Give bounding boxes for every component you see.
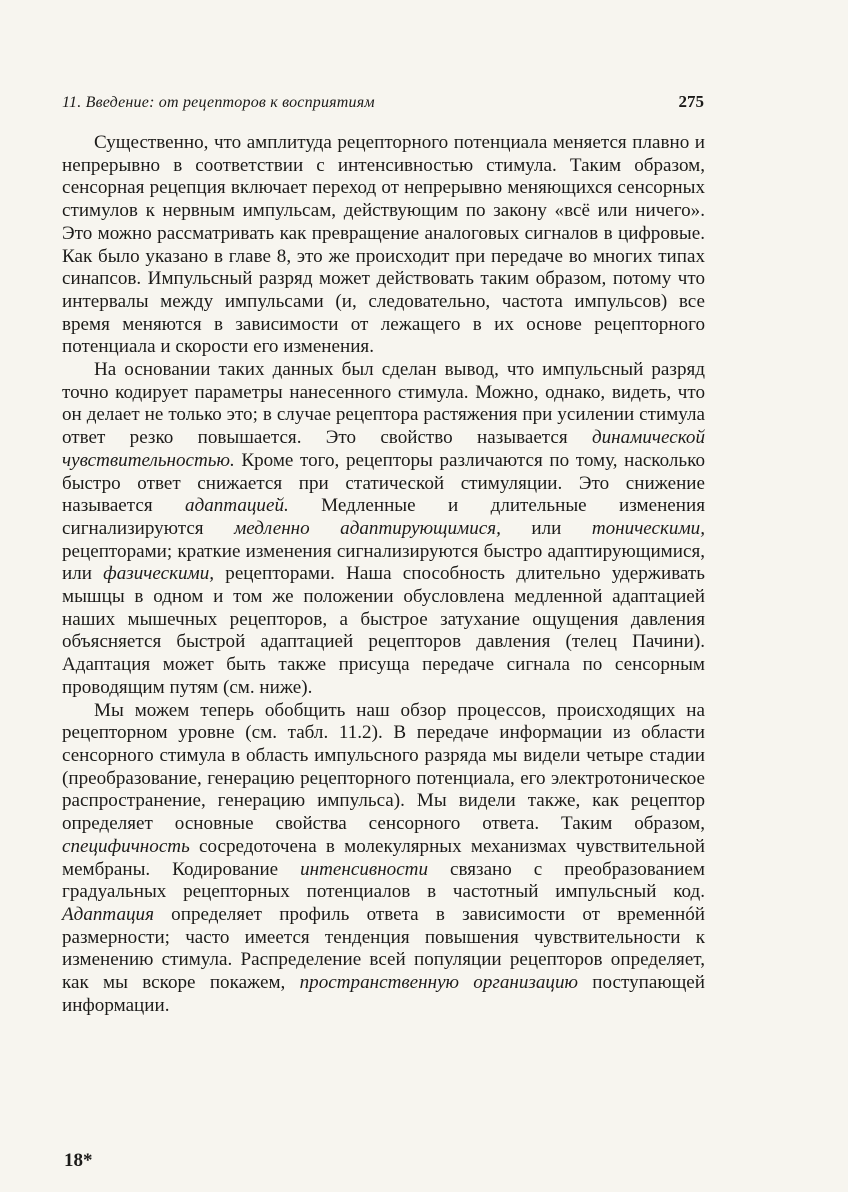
italic-term: тоническими, <box>591 517 705 539</box>
text-run: рецепторами; краткие изменения сигнализируются быстро адаптирующимися, или <box>62 540 705 585</box>
text-run: рецепторами. Наша способность длительно удерживать мышцы в одном и том же положении обусловлена медленной адаптацией наших мышечных рецепторов, а быстрое затухание ощущения давления объясняется быстрой адаптацией рецепторов давления (телец Пачини). Адаптация может быть также присуща передаче сигнала по сенсорным проводящим путям (см. ниже). <box>62 563 705 698</box>
text-run: или <box>500 517 592 539</box>
italic-term: интенсивности <box>300 858 429 880</box>
text-run: Мы можем теперь обобщить наш обзор процессов, происходящих на рецепторном уровне (см. табл. 11.2). В передаче информации из области сенсорного стимула в область импульсного разряда мы видели четыре стадии (преобразование, генерацию рецепторного потенциала, его электротоническое распространение, генерацию импульса). Мы видели также, как рецептор определяет основные свойства сенсорного ответа. Таким образом, <box>62 699 705 835</box>
page-number: 275 <box>678 92 704 111</box>
body-text <box>62 132 705 1017</box>
italic-term: медленно адаптирующимися, <box>234 517 501 539</box>
italic-term: Адаптация <box>62 903 154 925</box>
signature-mark: 18* <box>64 1150 93 1171</box>
paragraph-1 <box>62 132 705 359</box>
text-run: Существенно, что амплитуда рецепторного потенциала меняется плавно и непрерывно в соответствии с интенсивностью стимула. Таким образом, сенсорная рецепция включает переход от непрерывно меняющихся сенсорных стимулов к нервным импульсам, действующим по закону «всё или ничего». Это можно рассматривать как превращение аналоговых сигналов в цифровые. Как было указано в главе 8, это же происходит при передаче во многих типах синапсов. Импульсный разряд может действовать таким образом, потому что интервалы между импульсами (и, следовательно, частота импульсов) все время меняются в зависимости от лежащего в их основе рецепторного потенциала и скорости его изменения. <box>62 132 705 358</box>
paragraph-3 <box>62 700 705 1018</box>
italic-term: фазическими, <box>103 563 215 585</box>
italic-term: пространственную организацию <box>299 972 578 994</box>
text-run: сосредоточена в молекулярных механизмах чувствительной мембраны. Кодирование <box>62 835 705 880</box>
italic-term: специфичность <box>62 835 190 857</box>
text-run: На основании таких данных был сделан вывод, что импульсный разряд точно кодирует параметры нанесенного стимула. Можно, однако, видеть, что он делает не только это; в случае рецептора растяжения при усилении стимула ответ резко повышается. Это свойство называется <box>62 359 705 449</box>
text-run: Медленные и длительные изменения сигнализируются <box>62 495 705 539</box>
text-run: Кроме того, рецепторы различаются по тому, насколько быстро ответ снижается при статической стимуляции. Это снижение называется <box>62 449 705 517</box>
italic-term: динамической чувствительностью. <box>62 427 705 471</box>
text-run: определяет профиль ответа в зависимости от временнóй размерности; часто имеется тенденция повышения чувствительности к изменению стимула. Распределение всей популяции рецепторов определяет, как мы вскоре покажем, <box>62 903 705 994</box>
text-run: связано с преобразованием градуальных рецепторных потенциалов в частотный импульсный код. <box>62 858 705 903</box>
paragraph-2 <box>62 359 705 700</box>
text-run: поступающей информации. <box>62 972 705 1016</box>
running-title: 11. Введение: от рецепторов к восприятиям <box>62 94 375 111</box>
italic-term: адаптацией. <box>185 495 289 517</box>
